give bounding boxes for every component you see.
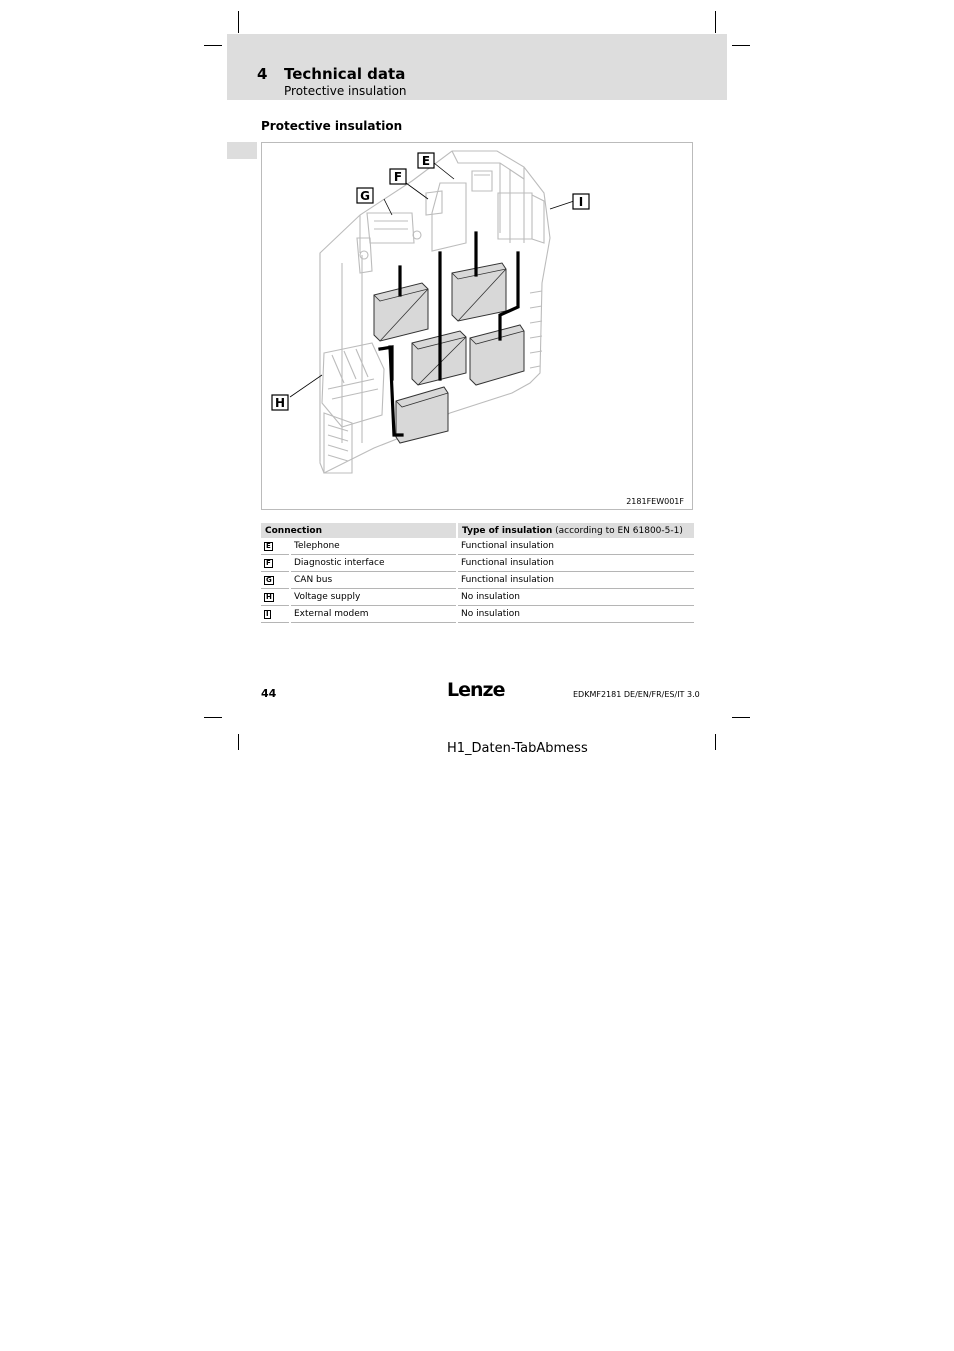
row-insulation: No insulation [457,606,694,623]
chapter-subtitle: Protective insulation [284,84,407,98]
row-insulation: Functional insulation [457,555,694,572]
row-connection: CAN bus [290,572,457,589]
row-connection: External modem [290,606,457,623]
crop-mark [715,11,716,33]
callout-i: I [578,195,584,209]
insulation-header-bold: Type of insulation [462,525,553,536]
page-number: 44 [261,687,277,700]
table-row [261,606,694,623]
crop-mark [238,734,239,750]
table-row [261,572,694,589]
callout-g: G [360,189,370,203]
chapter-number: 4 [257,65,268,83]
figure-id: 2181FEW001F [626,497,684,506]
row-insulation: No insulation [457,589,694,606]
table-row [261,538,694,555]
brand-logo: Lenze [447,679,505,701]
row-insulation: Functional insulation [457,572,694,589]
row-key: I [266,610,269,618]
row-key: E [266,542,271,550]
chapter-title: Technical data [284,65,406,83]
crop-mark [204,45,222,46]
section-heading: Protective insulation [261,119,403,133]
insulation-figure [261,142,693,510]
device-illustration [262,143,692,509]
table-row [261,589,694,606]
crop-mark [715,734,716,750]
file-tag: H1_Daten-TabAbmess [447,741,588,756]
row-connection: Diagnostic interface [290,555,457,572]
crop-mark [204,717,222,718]
insulation-column-header [457,523,694,538]
row-connection: Telephone [290,538,457,555]
document-reference: EDKMF2181 DE/EN/FR/ES/IT 3.0 [573,690,700,699]
callout-e: E [421,154,431,168]
row-key: F [266,559,271,567]
insulation-table [261,523,694,623]
table-row [261,555,694,572]
connection-column-header: Connection [261,523,457,538]
insulation-header-note: (according to EN 61800-5-1) [555,525,683,536]
crop-mark [732,717,750,718]
row-key: H [266,593,272,601]
crop-mark [732,45,750,46]
callout-f: F [393,170,403,184]
row-insulation: Functional insulation [457,538,694,555]
row-connection: Voltage supply [290,589,457,606]
row-key: G [266,576,272,584]
crop-mark [238,11,239,33]
table-header-row [261,523,694,538]
callout-h: H [274,396,286,410]
side-tab-marker [227,142,257,159]
